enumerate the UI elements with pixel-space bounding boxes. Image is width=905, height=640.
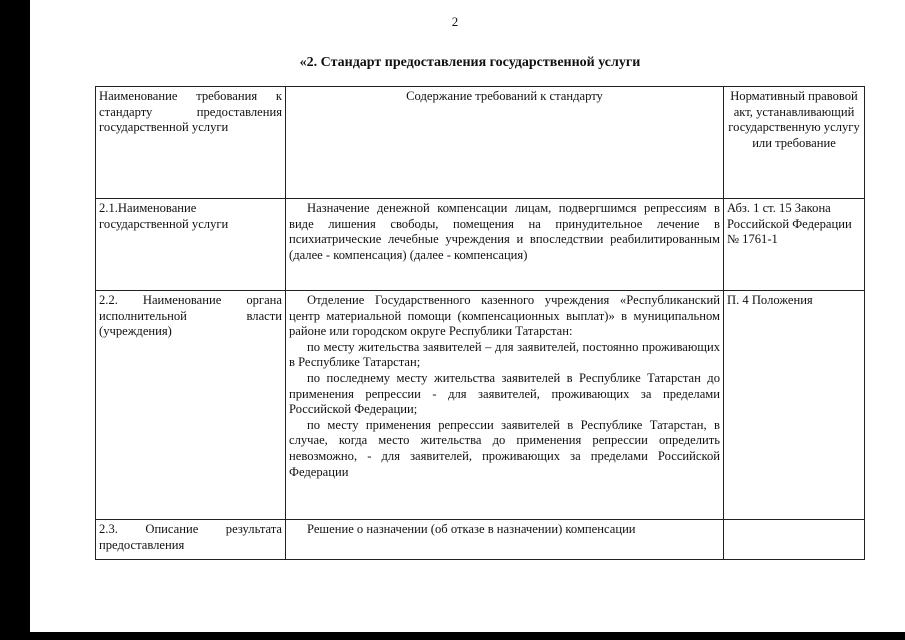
page-number: 2 xyxy=(451,14,459,29)
content-paragraph: по последнему месту жительства заявителей в Республике Татарстан до применения репрессии - для заявителей, проживающих за пределами Российской Федерации; xyxy=(289,370,720,417)
requirement-content-cell xyxy=(286,520,724,560)
requirement-name-cell: 2.2. Наименование органа исполнительной власти (учреждения) xyxy=(96,291,286,520)
content-paragraph: Решение о назначении (об отказе в назначении) компенсации xyxy=(307,522,636,536)
header-requirement-content: Содержание требований к стандарту xyxy=(286,87,724,199)
section-title: «2. Стандарт предоставления государственной услуги xyxy=(299,55,641,70)
requirement-content-cell xyxy=(286,199,724,291)
header-requirement-name: Наименование требования к стандарту предоставления государственной услуги xyxy=(96,87,286,199)
content-paragraph: по месту применения репрессии заявителей в Республике Татарстан, в случае, когда место жительства до применения репрессии определить невозможно, - для заявителей, проживающих за пределами Российской Федерации xyxy=(289,417,720,479)
requirements-table xyxy=(95,86,865,560)
table-row xyxy=(96,291,865,520)
legal-act-cell: Абз. 1 ст. 15 Закона Российской Федерации № 1761-1 xyxy=(724,199,865,291)
content-paragraph: по месту жительства заявителей – для заявителей, постоянно проживающих в Республике Татарстан; xyxy=(289,339,720,370)
scan-border-left xyxy=(0,0,30,640)
table-row xyxy=(96,520,865,560)
requirement-name-cell: 2.1.Наименование государственной услуги xyxy=(96,199,286,291)
requirement-name-cell: 2.3. Описание результата предоставления xyxy=(96,520,286,560)
legal-act-cell: П. 4 Положения xyxy=(724,291,865,520)
legal-act-cell xyxy=(724,520,865,560)
content-paragraph: Назначение денежной компенсации лицам, подвергшимся репрессиям в виде лишения свободы, помещения на принудительное лечение в психиатрические лечебные учреждения и впоследствии реабилитированным (далее - компенсация) (далее - компенсация) xyxy=(289,201,720,262)
table-header-row xyxy=(96,87,865,199)
scan-border-bottom xyxy=(0,632,905,640)
content-paragraph: Отделение Государственного казенного учреждения «Республиканский центр материальной помощи (компенсационных выплат)» в муниципальном районе или городском округе Республики Татарстан: xyxy=(289,293,720,339)
requirement-content-cell xyxy=(286,291,724,520)
table-row xyxy=(96,199,865,291)
header-legal-act: Нормативный правовой акт, устанавливающий государственную услугу или требование xyxy=(724,87,865,199)
